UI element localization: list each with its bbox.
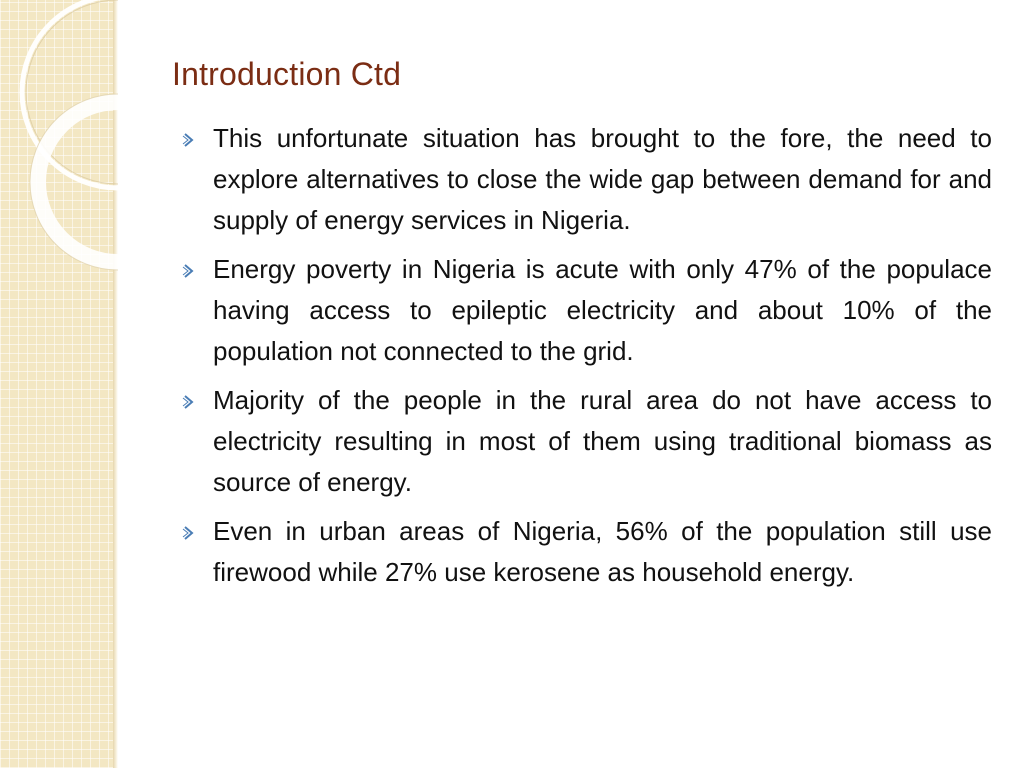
chevron-right-icon <box>182 264 196 278</box>
bullet-text: Energy poverty in Nigeria is acute with only 47% of the populace having access to epileptic electricity and about 10% of the population not connected to the grid. <box>213 254 992 366</box>
chevron-right-icon <box>182 133 196 147</box>
bullet-text: Majority of the people in the rural area do not have access to electricity resulting in most of them using traditional biomass as source of energy. <box>213 385 992 497</box>
chevron-right-icon <box>182 526 196 540</box>
bullet-list <box>180 118 992 601</box>
decorative-rings <box>0 0 118 320</box>
bullet-text: Even in urban areas of Nigeria, 56% of the population still use firewood while 27% use kerosene as household energy. <box>213 516 992 587</box>
bullet-text: This unfortunate situation has brought to the fore, the need to explore alternatives to close the wide gap between demand for and supply of energy services in Nigeria. <box>213 123 992 235</box>
slide-title: Introduction Ctd <box>172 56 402 92</box>
bullet-item <box>180 249 992 372</box>
bullet-item <box>180 118 992 241</box>
bullet-item <box>180 511 992 593</box>
bullet-item <box>180 380 992 503</box>
chevron-right-icon <box>182 395 196 409</box>
